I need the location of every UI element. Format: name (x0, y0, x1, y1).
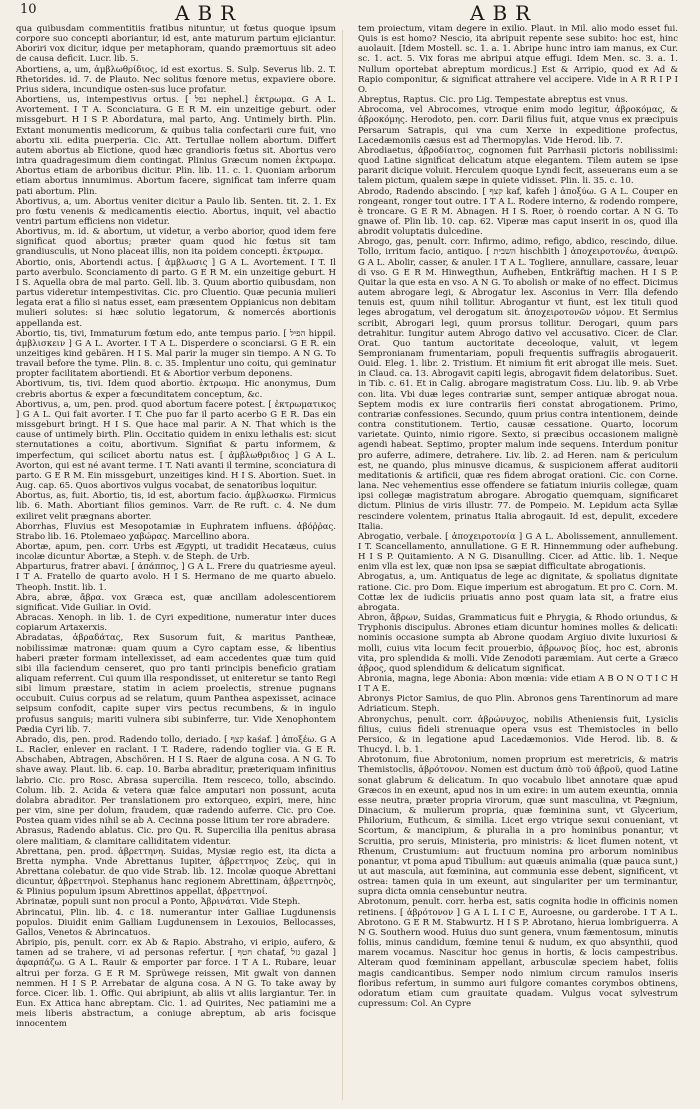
running-head-left: ABR (175, 1, 244, 25)
left-column (16, 24, 336, 1102)
running-head-right: ABR (470, 1, 539, 25)
dictionary-entry: Abortivus, m. id. & abortum, ut videtur, a verbo aborior, quod idem fere significat quod abortus; præter quam quod hic fœtus sit tam grandiusculis, ut Nono placeat illis, non ita poidem concepti. ἐκτρωμα. (16, 227, 336, 258)
dictionary-entry: Abortio, tis, tivi, Immaturum fœtum edo, ante tempus pario. [ הפיל hippil. ἀμβλισκειν ] G A L. Avorter. I T A L. Disperdere o sconciarsi. G E R. ein unzeitiges kind gebären. H I S. Mal parir la muger sin tiempo. A N G. To travail before the tyme. Plin. 8. c. 35. Implentur uno coitu, qui geminatur propter facilitatem abortiendi. Et & Abortior verbum deponens. (16, 328, 336, 380)
dictionary-entry: Abrotonum, fiue Abrotonium, nomen proprium est meretricis, & matris Themistoclis, ἀβρότονον. Nomen est ductum ἀπὸ τοῦ ἁβροῦ, quod Latine sonat glabrum & delicatum. In quo vocabulo libet annotare quæ apud Græcos in en exeunt, apud nos in um exire: in um autem exeuntia, omnia esse neutra, præter propria virorum, quæ sunt masculina, vt Pægnium, Dinacium, & mulierum propria, quæ fœminina sunt, vt Glycerium, Philorium, Euthcum, & similia. Licet ergo vtrique sexui conueniant, vt Scortum, & mancipium, & pluralia in a pro hominibus ponantur, vt Scruitia, pro seruis, Ministeria, pro ministris: & licet flumen notent, vt Rhenum, Crustumium: aut fructuum nomina pro arborum nominibus ponantur, vt poma apud Tibullum: aut quæuis animalia (quæ pauca sunt,) ut aut mascula, aut fœminina, aut communia esse debent, significent, vt ostrea: tamen quia in um exeunt, aut singulariter per um terminantur, supra dicta omnia censebuntur neutra. (358, 755, 678, 898)
dictionary-entry: Abrocoma, vel Abrocomes, vtroque enim modo legitur, ἀβροκόμας, & ἀβροκόμης. Herodoto, pen. corr. Darii filius fuit, atque vnus ex præcipuis Persarum Satrapis, qui vna cum Xerxe in expeditione profectus, Lacedæmoniis cæsus est ad Thermopylas. Vide Herod. lib. 7. (358, 105, 678, 146)
dictionary-entry: Abrogo, gas, penult. corr. Infirmo, adimo, refigo, abdico, rescindo, dilue. Tollo, irritum facio, antiquo. [ השבית hischbith ] ἀποχειροτονέω, ἀναιρῶ. G A L. Abolir, casser, & anuler. I T A L. Togliere, annullare, cassare, leuar di vso. G E R M. Hinwegthun, Aufheben, Entkräftig machen. H I S P. Quitar la que esta en vso. A N G. To abolish or make of no effect. Dicimus autem abrogare legi, & Abrogatur lex. Asconius in Verr. Illa defendo tenuis est, quum nihil tollitur. Abrogantur vt fiunt, est lex tituli quod leges abrogatum, vel derogatum sit. ἀποχειροτονῶν νόμον. Et Sermius scribit, Abrogari legi, quum prorsus tollitur. Derogari, quum pars detrahitur. Iungitur autem Abrogo dativo vel accusativo. Cicer. de Clar. Orat. Quo tantum auctoritate deceoloque, valuit, vt legem Sempronianam frumentariam, populi frequentis suffragiis abrogauerit. Ouid. Eleg. 1. libr. 2. Tristium. Et nimium fit erit abrogat ille meis. Suet. in Claud. ca. 13. Abrogavit capiti legis, abrogavit fidem delatoribus. Suet. in Tib. c. 61. Et in Calig. abrogare magistratum Coss. Liu. lib. 9. ab Vrbe con. lita. Vbi duæ leges contrariæ sunt, semper antiquæ abrogat noua. Septem modis ex iure contrariis fieri constat abrogationem. Primo, contrariæ confessiones. Secundo, quum prius contra intentionem, deinde contra constitutionem. Tertio, causæ cessatione. Quarto, locorum varietate. Quinto, nimio rigore. Sexto, si præcibus occasionem malignè agendi habeat. Septimo, propter malum inde sequens. Interdum ponitur pro auferre, adimere, detrahere. Liv. lib. 2. ad Heren. nam & periculum est, ne quando, plus minusve dicamus, & suspicionem afferat auditorii meditationis & artificii, quæ res fidem abrogat orationi. Cic. con Corne. lana. Nec vehementius esse offendere se fatiatum iniuriis collegæ, quam ipsi collegæ magistratum abrogare. Abrogatio quemquam, significaret dictum. Plinius de viris illustr. 77. de Pompeio. M. Lepidum acta Syllæ rescindere volentem, prinatus Italia abrogauit. Id est, depulit, excedere Italia. (358, 237, 678, 532)
dictionary-entry: Abrogatus, a, um. Antiquatus de lege ac dignitate, & spoliatus dignitate ratione. Cic. pro Dom. Eique imperium est abrogatum. Et pro C. Corn. M. Cottæ lex de iudiciis priuatis anno post quam lata sit, a fratre eius abrogata. (358, 572, 678, 613)
dictionary-entry: Abreptus, Raptus. Cic. pro Lig. Tempestate abreptus est vnus. (358, 95, 628, 106)
right-column (358, 24, 678, 1102)
dictionary-entry: tem proiectum, vitam degere in exilio. Plaut. in Mil. alio modo esset fui. Quis is est homo? Nescio, ita abripuit repente sese subito: hoc est, hinc auolauit. [Idem Mostell. sc. 1. a. 1. Abripe hunc intro iam manus, ex Cur. sc. 1. act. 5. Vix foras me abripui atque effugi. Idem Men. sc. 3. a. 1. Nullum oportebat abreptum mordicus.] Est & Arripio, quod ex Ad & Rapio componitur, & significat attrahere vel accipere. Vide in A R R I P I O. (358, 24, 678, 95)
dictionary-entry: Abra, abræ, ἄβρα. vox Græca est, quæ ancillam adolescentiorem significat. Vide Guiliar. in Ovid. (16, 592, 336, 613)
dictionary-entry: Abparturus, fratrer abavi. [ ἀπάππος, ] G A L. Frere du quatriesme ayeul. I T A. Fratello de quarto avolo. H I S. Hermano de me quarto abuelo. Theoph. Instit. lib. 1. (16, 562, 336, 593)
dictionary-entry: Abronia, magna, lege Abonia: Abon mœnia: vide etiam A B O N O T I C H I T A E. (358, 674, 678, 695)
dictionary-entry: Abrasus, Radendo ablatus. Cic. pro Qu. R. Supercilia illa penitus abrasa olere malitiam, & clamitare calliditatem videntur. (16, 826, 336, 847)
dictionary-entry: qua quibusdam commentitiis fratibus nituntur, ut fœtus quoque ipsum corpore suo concepti aboriantur, id est, ante maturum partum ejiciantur. Aboriri vox dicitur, idque per metaphoram, quando præmortuus sit adeo de causa deficit. Lucr. lib. 5. (16, 24, 336, 65)
dictionary-entry: Abrincatui, Plin. lib. 4. c 18. numerantur inter Galliae Lugdunensis populos. Diuidit enim Galliam Lugdunensem in Lexouios, Bellocasses, Gallos, Venetos & Abrincatuos. (16, 907, 336, 938)
dictionary-entry: Abrogatio, verbale. [ ἀποχειροτονία ] G A L. Abolissement, annullement. I T. Scancellamento, annullatione. G E R. Hinnemmung oder aufhebung. H I S P. Quitamiento. A N G. Disanulling. Cicer. ad Attic. lib. 1. Neque enim vlla est lex, quæ non ipsa se sæpiat difficultate abrogationis. (358, 531, 678, 573)
page-number: 10 (20, 2, 37, 17)
dictionary-entry: Abracas. Xenoph. in lib. 1. de Cyri expeditione, numeratur inter duces copiarum Artaxerxis. (16, 613, 336, 634)
dictionary-entry: Abrodiaetus, ἀβροδίαιτος, cognomen fuit Parrhasii pictoris nobilissimi: quod Latine significat delicatum atque elegantem. Tilem autem se ipse pararit dicique voluit. Herculem quoque Lyndi fecit, asseuerans eum a se talem pictum, qualem sæpe in quiete vidisset. Plin. li. 35. c. 10. (358, 145, 678, 187)
dictionary-entry: Abronychus, penult. corr. ἀβρώνυχος, nobilis Atheniensis fuit, Lysiclis filius, cuius fideli strenuaque opera vsus est Themistocles in bello Persico, & in legatione apud Lacedæmonios. Vide Herod. lib. 8. & Thucyd. l. b. 1. (358, 714, 678, 756)
dictionary-entry: Abortus, as, fuit. Abortio, tis, id est, abortum facio. ἀμβλωσκω. Firmicus lib. 6. Math. Abortiant filios geminos. Varr. de Re ruft. c. 4. Ne dum exiliret velit prægnans aborter. (16, 491, 336, 522)
dictionary-entry: Abripio, pis, penult. corr. ex Ab & Rapio. Abstraho, vi eripio, aufero, & tamen ad se trahere, vi ad personas refertur. [ חטף chataf, גזל gazal ] ἀφαρπάζω. G A L. Rauir & emporter par force. I T A L. Rubare, leuar altrui per forza. G E R M. Sprüwege reissen, Mit gwalt von dannen nemmen. H I S P. Arrebatar de alguna cosa. A N G. To take away by force. Cicer. lib. 1. Offic. Qui abripiunt, ab aliis vt aliis largiantur. Ter. in Eun. Ex Attica hanc abreptam. Cic. 1. ad Quirites, Nec patiamini me a meis liberis abstractum, a coniuge abreptum, ab aris focisque innocentem (16, 938, 336, 1030)
dictionary-entry: Abortiens, a, um, ἀμβλωθρίδιος, id est exortus. S. Sulp. Severus lib. 2. T. Rhetorides. id. 7. de Plauto. Nec solitus fœnore metus, expaviere obore. Prius sidera, incundique osten-sus luce profatur. (16, 64, 336, 95)
column-divider (342, 30, 343, 1100)
dictionary-entry: Aborrhas, Fluvius est Mesopotamiæ in Euphratem influens. ἀβόῤῥας. Strabo lib. 16. Ptolemaeo χαβώρας. Marcellino abora. (16, 521, 336, 542)
dictionary-entry: Abortæ, apum, pen. corr. Urbs est Ægypti, ut tradidit Hecatæus, cuius incolæ dicuntur Abortæ, a Steph. v. de Steph. de Urb. (16, 541, 336, 563)
dictionary-entry: Abortivum, tis, tivi. Idem quod abortio. ἐκτρωμα. Hic anonymus, Dum crebris abortus & exper a fœcunditatem conceptum, &c. (16, 379, 336, 400)
dictionary-entry: Abrotonum, penult. corr. herba est, satis cognita hodie in officinis nomen retinens. [ ἀβρότονον ] G A L L I C E, Auroesne, ou garderobe. I T A L. Abrotono. G E R M. Stabwurtz. H I S P. Abrotano, hierua lombriguerra. A N G. Southern wood. Huius duo sunt genera, vnum fæmentosum, minutis foliis, minus candidum, fœmine tenui & nudum, ex quo absynthii, quod marem vocamus. Nascitur hoc genus in hortis, & locis campestribus. Alteram quod fœmininam appellant, arbusculæ speciem habet, foliis magis candicantibus. Semper nodo nimium circum ramulos inseris floribus refertum, in summo auri fulgore comantes corymbos obtinens, odoratum etiam cum grauitate quadam. Vulgus vocat sylvestrum cupressum: Col. An Cypre (358, 897, 678, 1009)
dictionary-entry: Abronys Pictor Samius, de quo Plin. Abronos gens Tarentinorum ad mare Adriaticum. Steph. (358, 694, 678, 715)
dictionary-entry: Abrado, dis, pen. prod. Radendo tollo, deriado. [ קצף kaśaf. ] ἀποξέω. G A L. Racler, enlever en raclant. I T. Radere, radendo toglier via. G E R. Abschaben, Abtragen, Abschören. H I S. Raer de alguna cosa. A N G. To shave away. Plaut. lib. 6. cap. 10. Barba abraditur, præteriquam infinitius labrio. Cic. pro Rosc. Abrasa supercilia. Item resceco, tollo, abscindo. Colum. lib. 2. Acida & vetera quæ falce amputari non possunt, acuta dolabra abraditor. Per translationem pro extorqueo, expiri, mere, hinc per vim, sine per dolum, fraudem, quæ radendo auferre. Cic. pro Coe. Postea quam vides nihil se ab A. Cecinna posse litium ter rore abradere. (16, 734, 336, 827)
dictionary-entry: Abortiens, us, intempestivus ortus. [ נפל nephel.] ἐκτρωμα. G A L. Avortement. I T A. Sconciatura. G E R M. ein unzeitige geburt. oder missgeburt. H I S P. Abordatura, mal parto, Ang. Untimely birth. Plin. Extant monumentis medicorum, & quibus talia confectarii cure fuit, vno abortu xii. edita puerperia. Cic. Att. Tertullae nollem abortum. Differt autem abortus ab Eictione, quod hæc grandioris fœtus sit. Abortus vero intra quadragesimum diem contingat. Plinius Græcum nomen ἐκτρωμα. Abortus etiam de arboribus dicitur. Plin. lib. 11. c. 1. Quoniam arborum etiam abortus innumimus. Abortum facere, significat tam inferre quam pati abortum. Plin. (16, 95, 336, 197)
dictionary-entry: Abrodo, Radendo abscindo. [ קצף kaf, kafeh ] ἀποξύω. G A L. Couper en rongeant, ronger tout outre. I T A L. Rodere interno, & rodendo rompere, è troncare. G E R M. Abnagen. H I S. Roer, ò roendo cortar. A N G. To gnawe of. Plin lib. 10. cap. 62. Viperæ mas caput inserit in os, quod illa abrodit voluptatis dulcedine. (358, 186, 678, 238)
dictionary-entry: Abrettana, pen. prod. ἀβρεττηνη. Suidas, Mysiæ regio est, ita dicta a Bretta nympha. Vnde Abrettanus Iupiter, ἀβρεττηνος Ζεὺς, qui in Abrettana colebatur. de quo vide Strab. lib. 12. Incolæ quoque Abrettani dicuntur, ἀβρεττηνοὶ. Stephanus hanc regionem Abrettinam, ἀβρεττηνὸς, & Plinius populum ipsum Abrettinos appellat, ἀβρεττηνοί. (16, 846, 336, 898)
dictionary-entry: Abron, ἄβρων, Suidas, Grammaticus fuit e Phrygia, & Rhodo oriundus, & Tryphonis discipulus. Abrones etiam dicuntur homines molles & delicati: nominis occasione sumpta ab Abrone quodam Argiuo divite luxuriosi & molli, cuius vita locum fecit prouerbio, ἀβρωνος βίος, hoc est, abronis vita, pro splendida & molli. Vide Zenodoti paræmiam. Aut certe a Græco ἀβρος, quod splendidum & delicatum significat. (358, 613, 678, 674)
dictionary-entry: Abortio, onis, Abortendi actus. [ ἀμβλωσις ] G A L. Avortement. I T. Il parto averbulo. Sconciamento di parto. G E R M. ein unzeitige geburt. H I S. Aquella obra de mal parto. Gell. lib. 3. Quum abortio quibusdam, non partus videretur intempestivitas. Cic. pro Cluentio. Quæ pecunia mulieri legata erat a filio si natus esset, eam præsentem Oppianicus non debitam mulieri solutes: si hæc solutio legatorum, & nomercés abortionis appellanda est. (16, 257, 336, 329)
dictionary-entry: Abrinatæ, populi sunt non procul a Ponto, Ἀβρινάται. Vide Steph. (16, 897, 301, 908)
dictionary-entry: Abortivus, a, um. Abortus veniter dicitur a Paulo lib. Senten. tit. 2. 1. Ex pro fœtu venenis & medicamentis eiectio. Abortus, inquit, vel abactio ventri partum efficiens non videtur. (16, 196, 336, 227)
dictionary-entry: Abradatas, ἀβραδάτας, Rex Susorum fuit, & maritus Pantheæ, nobilissimæ matronæ: quam quum a Cyro captam esse, & libentius haberi præter formam intellexisset, ad eam accedentes quæ tum quid sibi illa faciendum censeret, quo pro tanti principis beneficio gratiam aliquam referrent. Cui quum illa respondisset, ut eniteretur se tanto Regi sibi limum præstare, statim in aciem proelectis, strenue pugnans occubuit. Cuius corpus ad se relatum, quum Panthea aspexisset, acinace seipsum confodit, capite super virs pectus recumbens, & in ingulo profusus sanguis; mariti vulnera sibi subinferre, tur. Vide Xenophontem Pædia Cyri lib. 7. (16, 633, 336, 735)
dictionary-entry: Abortivus, a, um, pen. prod. quod abortum facere potest. [ ἐκτρωματικος ] G A L. Qui fait avorter. I T. Che puo far il parto acerbo G E R. Das ein missgeburt bringt. H I S. Que hace mal parir. A N. That which is the cause of untimely birth. Plin. Occitatio quidem in enixu lethalis est: sicut sternutationes a coitu, abortivum. Signifiat & partu informem, & imperfectum, qui scilicet abortu natus est. [ ἀμβλωθριδιος ] G A L. Avorton, qui est né avant terme. I T. Nati avanti il termine, sconciatura di parto. G E R M. Ein missgeburt, unzeitiges kind. H I S. Abortion. Suet. in Aug. cap. 65. Quos abortivos vulgus vocabat, de senatoribus loquitur. (16, 399, 336, 492)
